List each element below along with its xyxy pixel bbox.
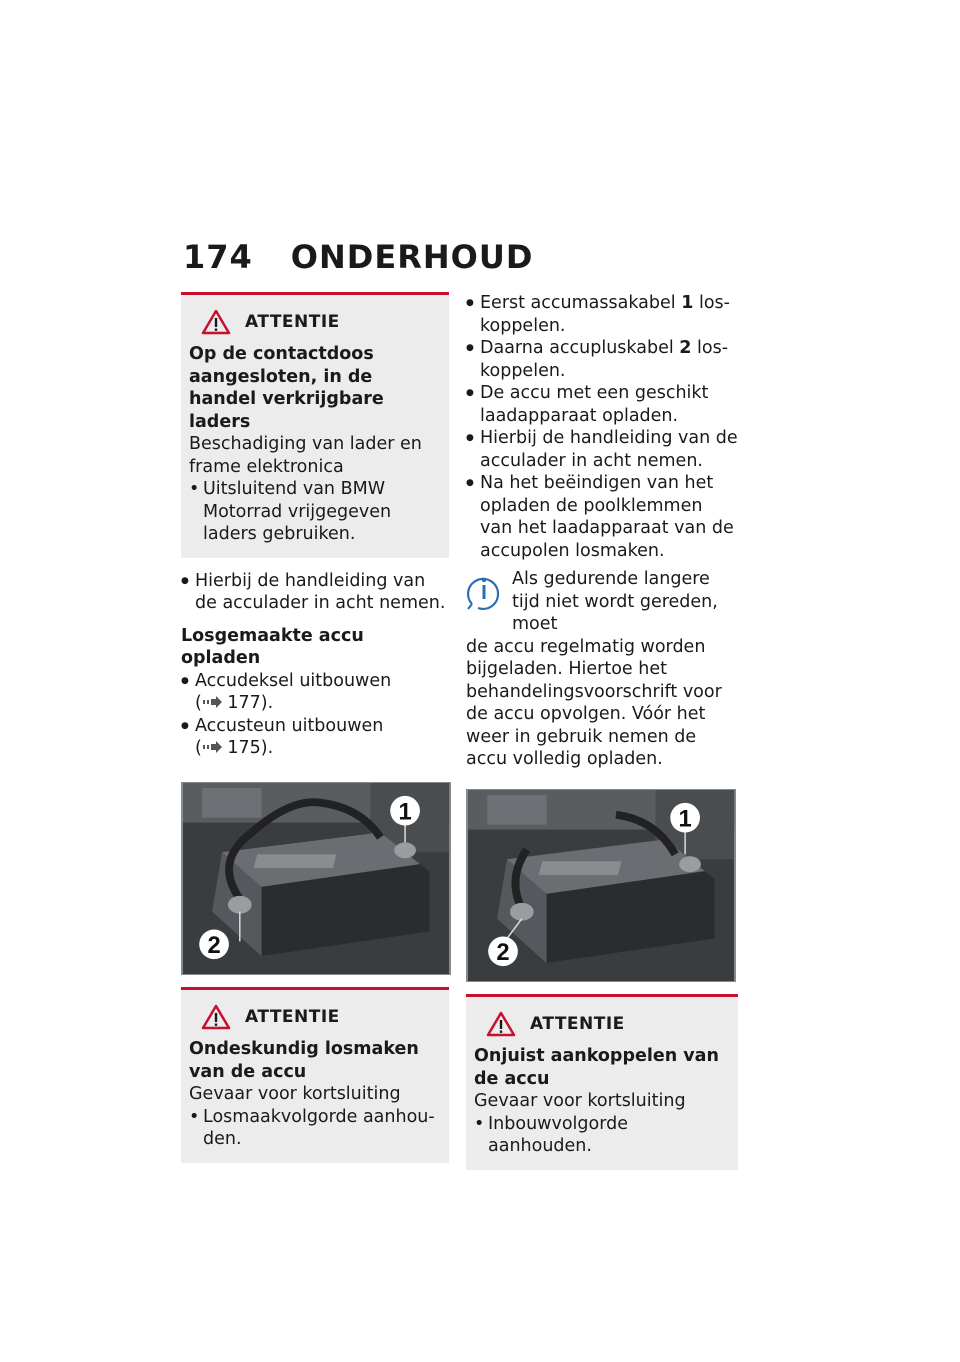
photo-label-2: 2 (207, 931, 221, 959)
info-icon (466, 570, 502, 610)
warning-heading: Onjuist aankoppelen van de accu (474, 1046, 719, 1089)
step-text: Accusteun uitbouwen (195, 715, 384, 736)
step-manual: ● Hierbij de handleiding van de acculader in acht nemen. (466, 427, 738, 472)
page-reference[interactable]: 177). (227, 693, 274, 713)
right-column (466, 292, 738, 1170)
warning-title: ATTENTIE (530, 1013, 625, 1034)
warning-header (201, 1004, 441, 1030)
step-remove-support: ● Accusteun uitbouwen ( 175). (181, 715, 449, 760)
warning-triangle-icon (486, 1011, 516, 1037)
photo-label-1: 1 (398, 798, 412, 826)
warning-box-disconnect (181, 987, 449, 1163)
warning-title: ATTENTIE (245, 311, 340, 332)
step-text: loskoppelen. (480, 293, 730, 336)
warning-heading: Ondeskundig losmaken van de accu (189, 1039, 419, 1082)
warning-triangle-icon (201, 1004, 231, 1030)
arrow-ref-icon (202, 741, 222, 753)
info-text: de accu regelmatig worden bijgeladen. Hiertoe het behandelingsvoorschrift voor de accu opvolgen. Vóór het weer in gebruik nemen de accu volledig opladen. (466, 636, 722, 769)
page-number: 174 (183, 238, 253, 276)
photo-label-1: 1 (678, 805, 692, 833)
page-title: ONDERHOUD (290, 238, 534, 276)
step-text: loskoppelen. (480, 338, 729, 381)
step-disconnect-positive (466, 337, 738, 382)
warning-header (201, 309, 441, 335)
step-disconnect-ground (466, 292, 738, 337)
step-text: Accudeksel uitbouwen (195, 670, 392, 691)
step-number: 2 (679, 338, 692, 358)
info-text-first: Als gedurende langere tijd niet wordt gereden, moet (512, 569, 718, 634)
warning-text: Gevaar voor kortsluiting (474, 1091, 686, 1111)
warning-text: Beschadiging van lader en frame elektronica (189, 434, 422, 477)
warning-bullet: • Losmaakvolgorde aanhouden. (189, 1106, 441, 1151)
warning-title: ATTENTIE (245, 1006, 340, 1027)
warning-bullet: • Uitsluitend van BMW Motorrad vrijgegeven laders gebruiken. (189, 478, 441, 546)
photo-label-2: 2 (496, 938, 510, 966)
step-remove-cover: ● Accudeksel uitbouwen ( 177). (181, 670, 449, 715)
info-note (466, 568, 738, 771)
warning-box-charger (181, 292, 449, 558)
step-charge: ● De accu met een geschikt laadapparaat opladen. (466, 382, 738, 427)
section-title: Losgemaakte accu opladen (181, 625, 364, 668)
warning-text: Gevaar voor kortsluiting (189, 1084, 401, 1104)
page-reference[interactable]: 175). (227, 738, 274, 758)
battery-photo (466, 789, 736, 982)
step-disconnect-clamps: ● Na het beëindigen van het opladen de poolklemmen van het laadapparaat van de accupolen losmaken. (466, 472, 738, 562)
page-header (183, 238, 533, 276)
step-manual: ● Hierbij de handleiding van de acculader in acht nemen. (181, 570, 449, 615)
left-column (181, 292, 449, 1163)
warning-bullet: • Inbouwvolgorde aanhouden. (474, 1113, 730, 1158)
warning-header (486, 1011, 730, 1037)
warning-heading: Op de contactdoos aangesloten, in de handel verkrijgbare laders (189, 344, 384, 432)
battery-photo (181, 782, 451, 975)
step-text: Eerst accumassakabel (480, 293, 682, 313)
step-text: Daarna accupluskabel (480, 338, 680, 358)
arrow-ref-icon (202, 696, 222, 708)
warning-triangle-icon (201, 309, 231, 335)
step-number: 1 (681, 293, 694, 313)
warning-box-connect (466, 994, 738, 1170)
